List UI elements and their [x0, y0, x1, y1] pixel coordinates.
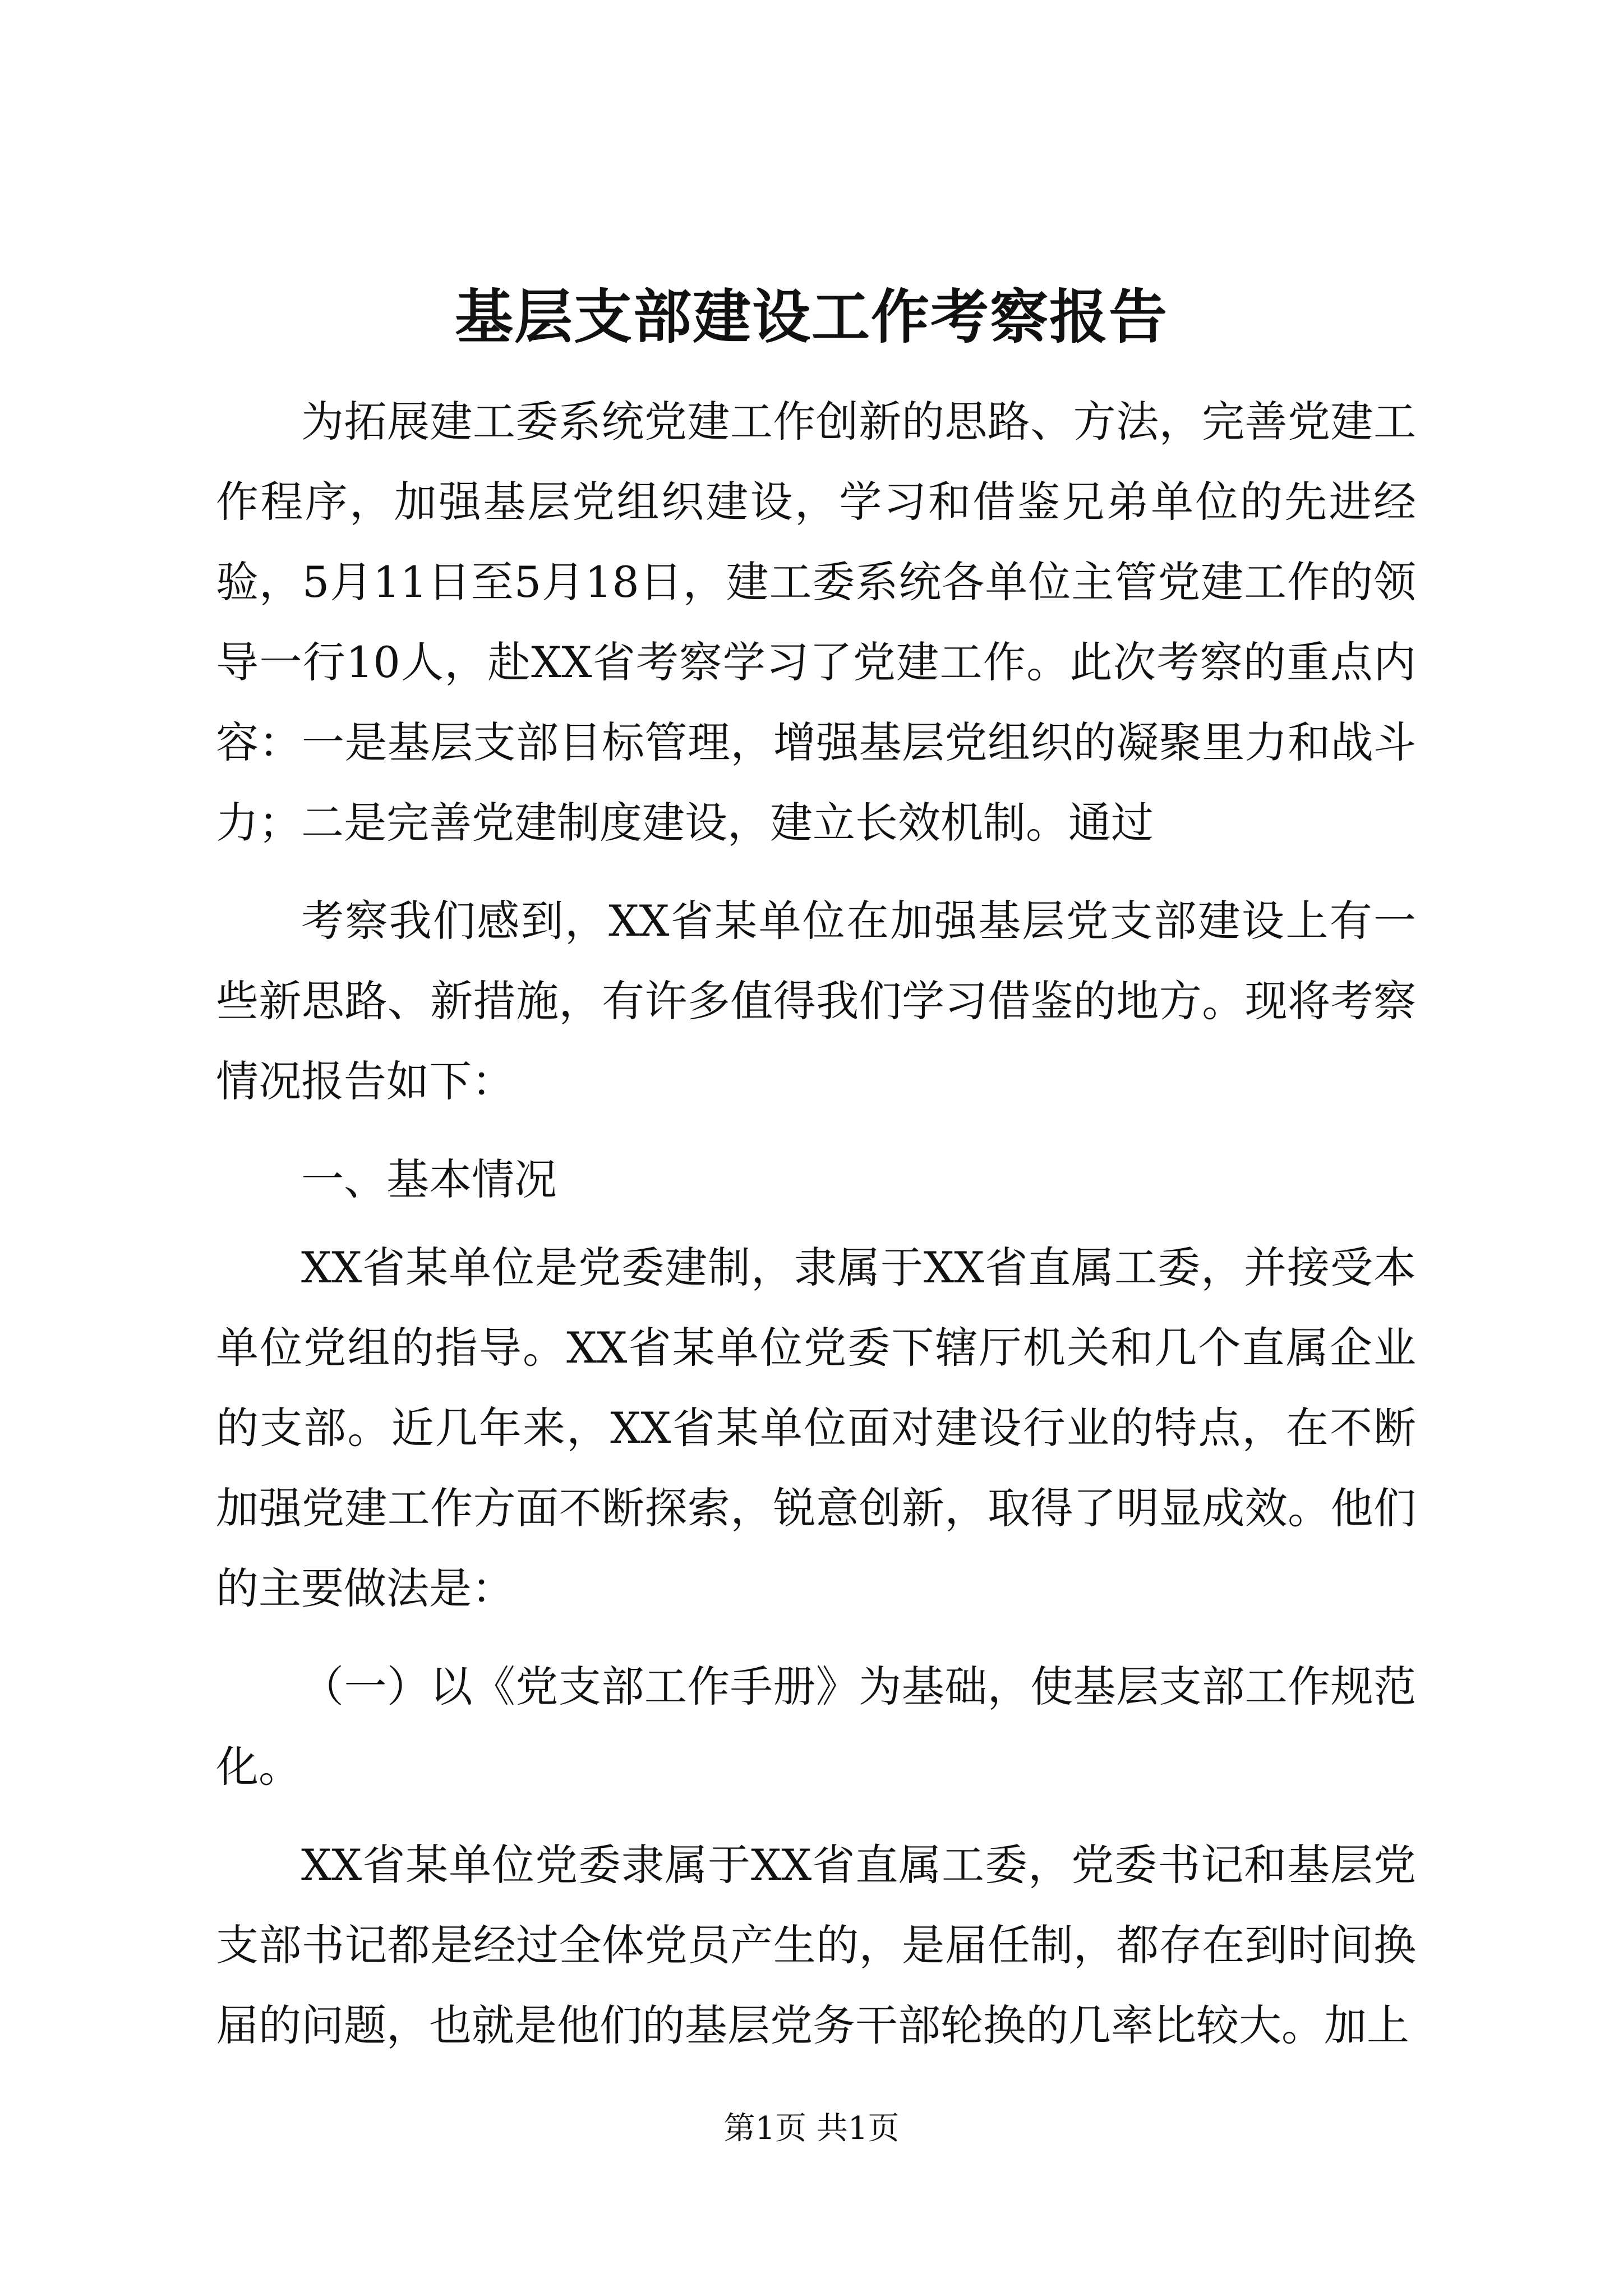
subsection-heading-handbook: （一）以《党支部工作手册》为基础，使基层支部工作规范化。: [216, 1662, 1416, 1792]
document-title: 基层支部建设工作考察报告: [454, 282, 1168, 351]
document-body: [216, 381, 1416, 2083]
paragraph-handbook: XX省某单位党委隶属于XX省直属工委，党委书记和基层党支部书记都是经过全体党员产生的，是届任制，都存在到时间换届的问题，也就是他们的基层党务干部轮换的几率比较大。加上: [216, 1840, 1416, 2050]
paragraph-intro: 为拓展建工委系统党建工作创新的思路、方法，完善党建工作程序，加强基层党组织建设，学习和借鉴兄弟单位的先进经验，5月11日至5月18日，建工委系统各单位主管党建工作的领导一行10人，赴XX省考察学习了党建工作。此次考察的重点内容：一是基层支部目标管理，增强基层党组织的凝聚里力和战斗力；二是完善党建制度建设，建立长效机制。通过: [216, 397, 1416, 848]
paragraph-findings: 考察我们感到，XX省某单位在加强基层党支部建设上有一些新思路、新措施，有许多值得我们学习借鉴的地方。现将考察情况报告如下：: [216, 896, 1416, 1106]
page-number-footer: 第1页 共1页: [723, 2110, 900, 2147]
section-heading-basic-situation: 一、基本情况: [301, 1154, 557, 1204]
paragraph-basic-situation: XX省某单位是党委建制，隶属于XX省直属工委，并接受本单位党组的指导。XX省某单位党委下辖厅机关和几个直属企业的支部。近几年来，XX省某单位面对建设行业的特点，在不断加强党建工作方面不断探索，锐意创新，取得了明显成效。他们的主要做法是：: [216, 1243, 1416, 1613]
